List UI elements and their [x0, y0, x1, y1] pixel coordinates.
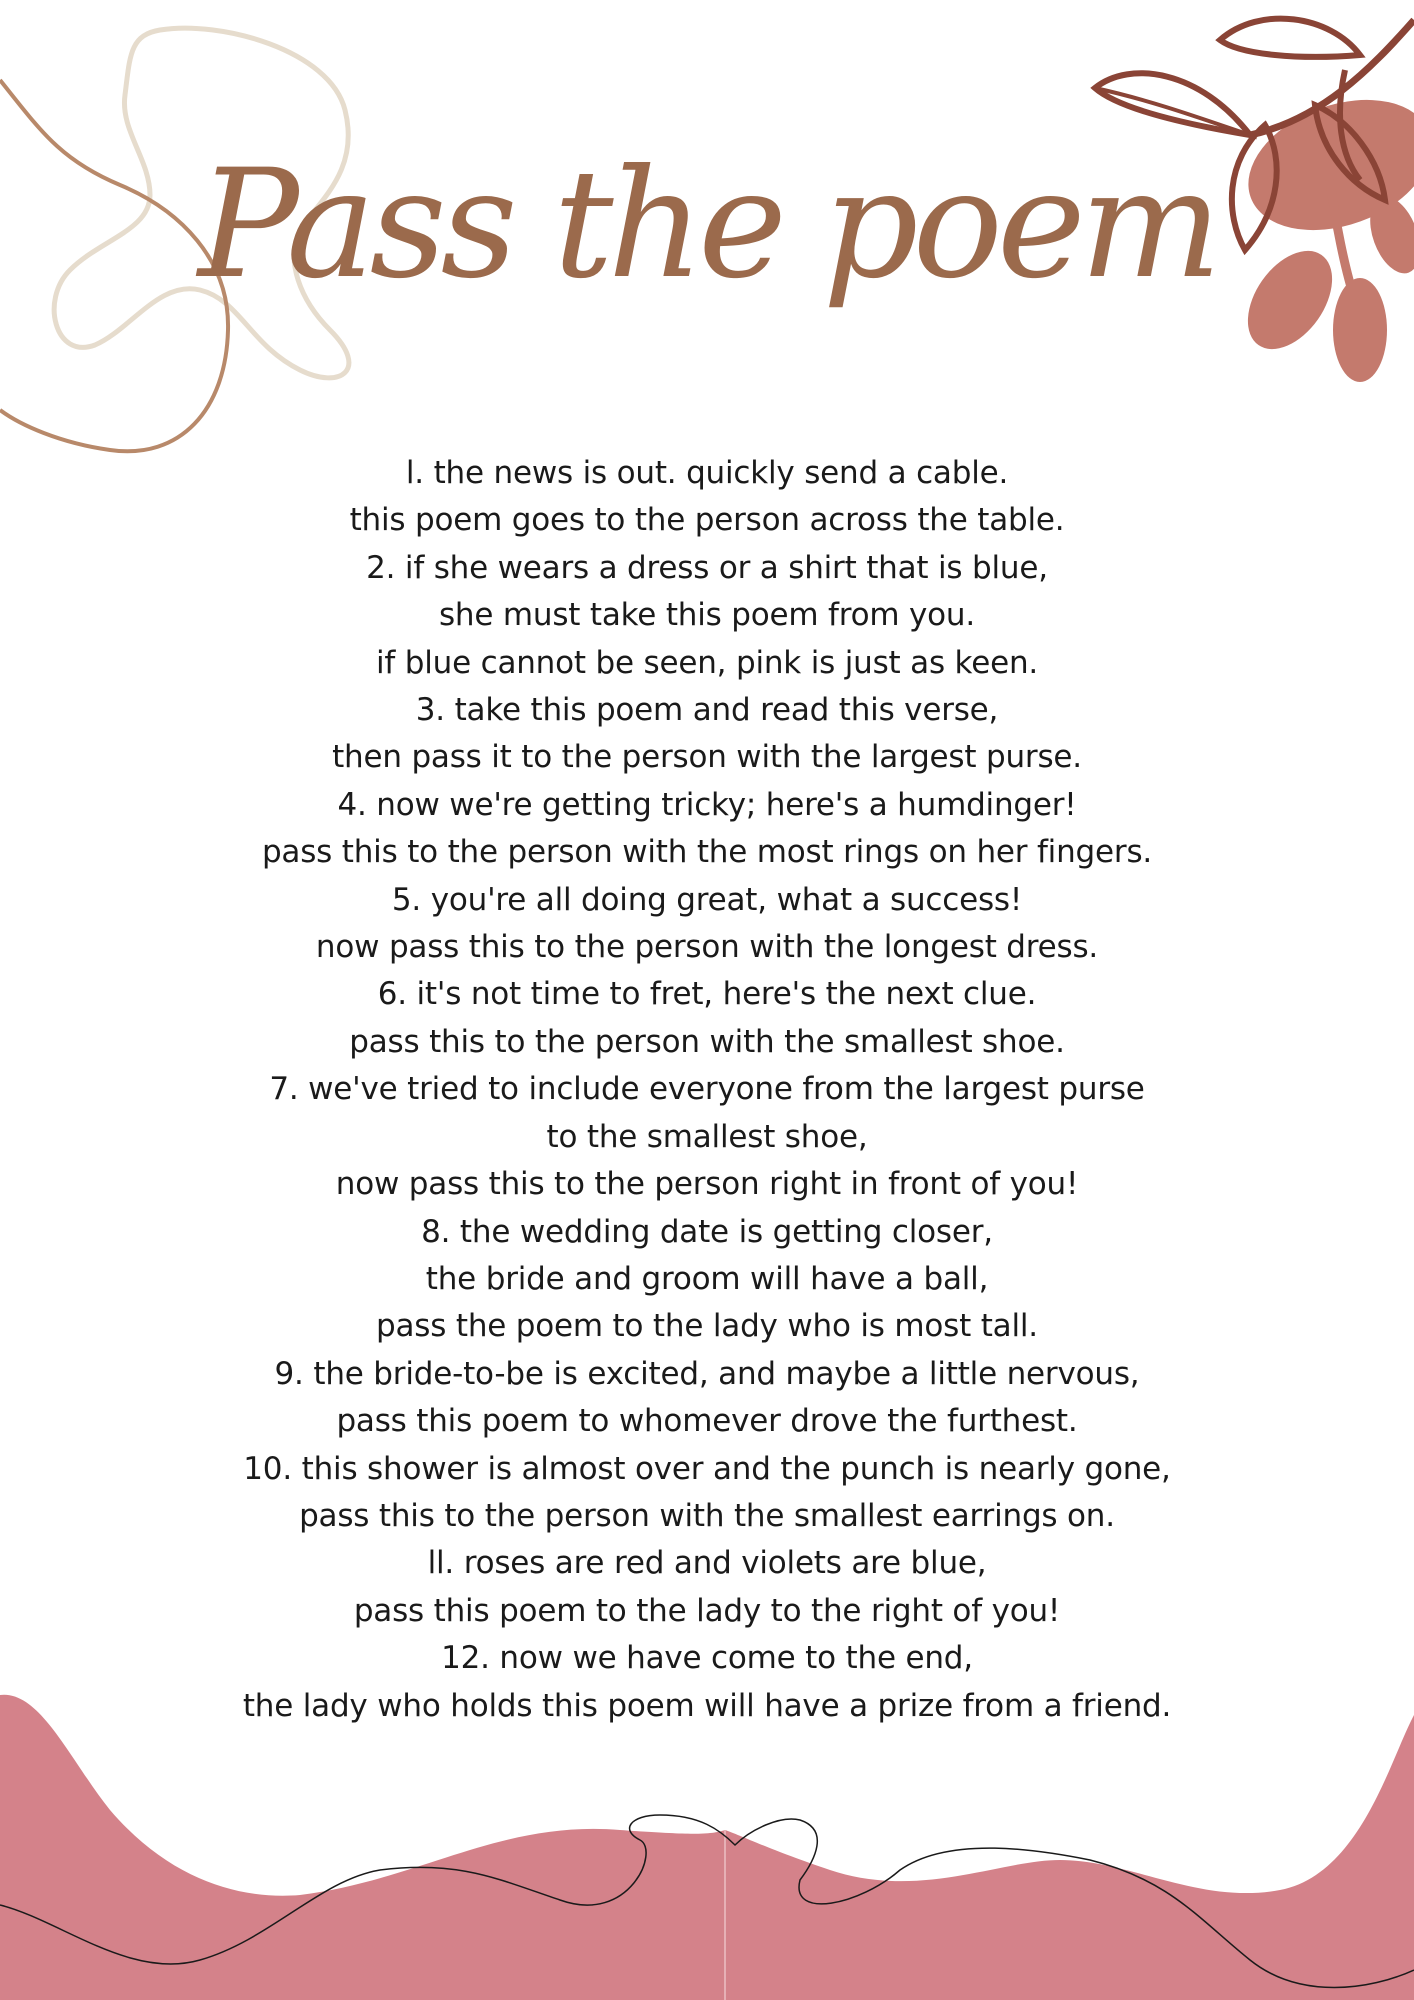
poem-line: ll. roses are red and violets are blue, [427, 1545, 987, 1582]
poem-line: 10. this shower is almost over and the punch is nearly gone, [243, 1450, 1171, 1487]
poem-line: to the smallest shoe, [546, 1118, 868, 1155]
poem-line: the bride and groom will have a ball, [425, 1260, 989, 1297]
poem-line: 5. you're all doing great, what a success! [391, 881, 1023, 918]
poem-line: 4. now we're getting tricky; here's a humdinger! [337, 786, 1077, 823]
poem-line: l. the news is out. quickly send a cable. [405, 455, 1009, 491]
poem-line: pass this poem to the lady to the right of you! [353, 1592, 1061, 1629]
poem-line: this poem goes to the person across the table. [349, 502, 1065, 539]
poem-line: 7. we've tried to include everyone from the largest purse [269, 1071, 1145, 1108]
poem-line: now pass this to the person with the longest dress. [315, 929, 1099, 966]
poem-line: the lady who holds this poem will have a prize from a friend. [242, 1687, 1172, 1724]
poem-lines [0, 450, 1414, 1730]
poem-line: pass the poem to the lady who is most tall. [376, 1308, 1038, 1345]
poem-line: 2. if she wears a dress or a shirt that is blue, [366, 549, 1048, 586]
poem-line: if blue cannot be seen, pink is just as keen. [375, 644, 1039, 681]
poem-line: pass this to the person with the smallest shoe. [349, 1023, 1065, 1060]
poem-line: 12. now we have come to the end, [441, 1640, 973, 1677]
poem-line: pass this to the person with the most rings on her fingers. [261, 834, 1153, 871]
poem-line: 9. the bride-to-be is excited, and maybe a little nervous, [274, 1355, 1140, 1392]
poem-line: then pass it to the person with the largest purse. [332, 739, 1082, 776]
page-title: Pass the poem [198, 138, 1216, 312]
poem-line: she must take this poem from you. [438, 597, 976, 634]
poem-line: 8. the wedding date is getting closer, [421, 1213, 993, 1250]
pink-wave-icon [0, 1695, 1414, 2000]
poem-line: pass this to the person with the smallest earrings on. [299, 1497, 1115, 1534]
poem-line: pass this poem to whomever drove the furthest. [336, 1403, 1078, 1440]
poem-line: now pass this to the person right in front of you! [335, 1166, 1079, 1203]
poem-line: 3. take this poem and read this verse, [415, 692, 999, 729]
poem-line: 6. it's not time to fret, here's the next clue. [377, 976, 1037, 1013]
